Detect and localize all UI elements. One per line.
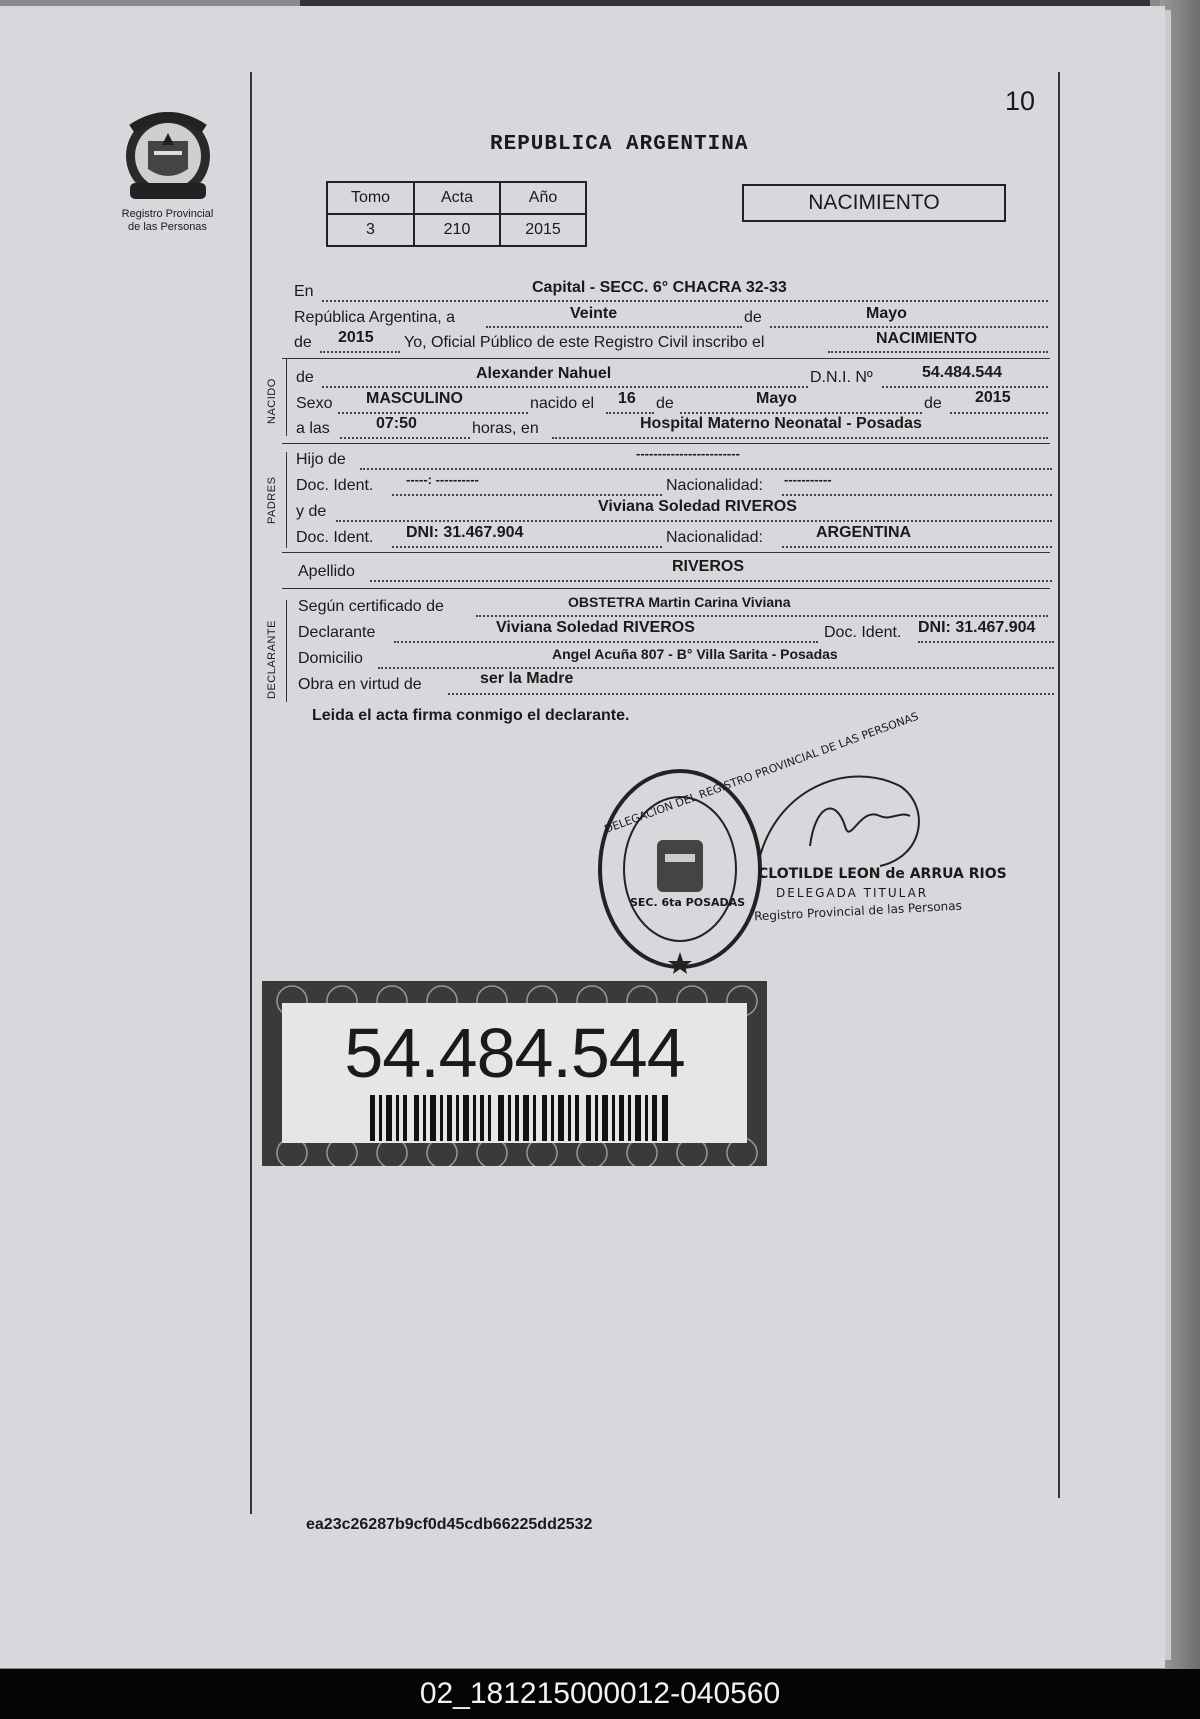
registry-table bbox=[326, 181, 587, 247]
dni-label: D.N.I. Nº bbox=[810, 369, 873, 386]
decl-doc-value: DNI: 31.467.904 bbox=[918, 619, 1036, 636]
decl-value: Viviana Soledad RIVEROS bbox=[496, 619, 695, 636]
padres-side-label: PADRES bbox=[266, 476, 278, 524]
closing-text: Leida el acta firma conmigo el declarante. bbox=[312, 707, 630, 724]
place-value: Capital - SECC. 6° CHACRA 32-33 bbox=[532, 279, 787, 296]
inscribo-value: NACIMIENTO bbox=[876, 330, 978, 347]
dni-number: 54.484.544 bbox=[344, 1014, 685, 1092]
dotted-line bbox=[476, 615, 1048, 617]
dotted-line bbox=[552, 437, 1048, 439]
year-value: 2015 bbox=[338, 329, 374, 346]
footer-id: 02_181215000012-040560 bbox=[419, 1677, 781, 1710]
table-value-anio: 2015 bbox=[500, 214, 586, 246]
obra-label: Obra en virtud de bbox=[298, 676, 422, 693]
yde-label: y de bbox=[296, 503, 327, 520]
apellido-value: RIVEROS bbox=[672, 558, 745, 575]
cert-value: OBSTETRA Martin Carina Viviana bbox=[568, 594, 791, 610]
section-divider bbox=[282, 443, 1050, 444]
nac1-label: Nacionalidad: bbox=[666, 477, 763, 494]
document-type-box: NACIMIENTO bbox=[742, 184, 1006, 222]
dotted-line bbox=[770, 326, 1048, 328]
dotted-line bbox=[338, 412, 528, 414]
obra-value: ser la Madre bbox=[480, 670, 574, 687]
document-hash: ea23c26287b9cf0d45cdb66225dd2532 bbox=[306, 1516, 593, 1533]
dotted-line bbox=[782, 546, 1052, 548]
section-bracket bbox=[286, 600, 287, 702]
doc1-label: Doc. Ident. bbox=[296, 477, 374, 494]
de-label: de bbox=[924, 395, 942, 412]
seal-ring-text: DELEGACION DEL REGISTRO PROVINCIAL DE LAS PERSONAS bbox=[602, 709, 921, 836]
table-value-acta: 210 bbox=[414, 214, 500, 246]
official-org: Registro Provincial de las Personas bbox=[753, 898, 963, 924]
official-signature-icon bbox=[750, 766, 950, 876]
dotted-line bbox=[918, 641, 1054, 643]
sexo-value: MASCULINO bbox=[366, 390, 463, 407]
dotted-line bbox=[782, 494, 1052, 496]
nac2-label: Nacionalidad: bbox=[666, 529, 763, 546]
shield-emblem-icon bbox=[118, 111, 218, 206]
doc2-label: Doc. Ident. bbox=[296, 529, 374, 546]
document-page bbox=[0, 6, 1165, 1668]
section-bracket bbox=[286, 452, 287, 548]
section-bracket bbox=[286, 358, 287, 436]
logo-caption-line2: de las Personas bbox=[128, 221, 207, 233]
de-label: de bbox=[744, 309, 762, 326]
dotted-line bbox=[882, 386, 1048, 388]
logo-caption-line1: Registro Provincial bbox=[121, 208, 214, 220]
decl-doc-label: Doc. Ident. bbox=[824, 624, 902, 641]
section-divider bbox=[282, 358, 1050, 359]
declarante-side-label: DECLARANTE bbox=[266, 620, 278, 699]
birth-time-value: 07:50 bbox=[376, 415, 417, 432]
dotted-line bbox=[392, 494, 662, 496]
child-name-value: Alexander Nahuel bbox=[476, 365, 612, 382]
document-title: REPUBLICA ARGENTINA bbox=[490, 133, 749, 156]
dotted-line bbox=[378, 667, 1054, 669]
de-label: de bbox=[656, 395, 674, 412]
dotted-line bbox=[322, 386, 808, 388]
dotted-line bbox=[680, 412, 922, 414]
de2-label: de bbox=[294, 334, 312, 351]
dni-label-inner bbox=[282, 1003, 747, 1143]
dotted-line bbox=[360, 468, 1052, 470]
dni-label-block bbox=[262, 981, 767, 1166]
dotted-line bbox=[486, 326, 742, 328]
oficial-text: Yo, Oficial Público de este Registro Civil inscribo el bbox=[404, 334, 765, 351]
sexo-label: Sexo bbox=[296, 395, 333, 412]
nac1-value: ----------- bbox=[784, 472, 832, 487]
registry-logo bbox=[105, 111, 230, 234]
logo-caption bbox=[105, 208, 230, 234]
alas-label: a las bbox=[296, 420, 330, 437]
dotted-line bbox=[336, 520, 1052, 522]
table-header-acta: Acta bbox=[414, 182, 500, 214]
dotted-line bbox=[394, 641, 818, 643]
table-value-tomo: 3 bbox=[327, 214, 414, 246]
dotted-line bbox=[828, 351, 1048, 353]
doc1-value: -----: ---------- bbox=[406, 472, 479, 487]
en-label: En bbox=[294, 283, 314, 300]
republica-label: República Argentina, a bbox=[294, 309, 455, 326]
nacido-el-label: nacido el bbox=[530, 395, 595, 412]
horas-label: horas, en bbox=[472, 420, 539, 437]
dotted-line bbox=[340, 437, 470, 439]
seal-inner-text: SEC. 6ta POSADAS bbox=[630, 896, 746, 909]
dotted-line bbox=[320, 351, 400, 353]
birth-day-value: 16 bbox=[618, 390, 636, 407]
dotted-line bbox=[392, 546, 662, 548]
dotted-line bbox=[448, 693, 1054, 695]
section-divider bbox=[282, 552, 1050, 553]
dotted-line bbox=[950, 412, 1048, 414]
dom-value: Angel Acuña 807 - B° Villa Sarita - Posadas bbox=[552, 646, 838, 662]
official-role: DELEGADA TITULAR bbox=[776, 886, 929, 900]
dotted-line bbox=[370, 580, 1052, 582]
doc2-value: DNI: 31.467.904 bbox=[406, 524, 524, 541]
dotted-line bbox=[606, 412, 654, 414]
dom-label: Domicilio bbox=[298, 650, 363, 667]
decl-label: Declarante bbox=[298, 624, 376, 641]
table-header-anio: Año bbox=[500, 182, 586, 214]
page-number: 10 bbox=[1005, 86, 1036, 116]
right-margin-line bbox=[1058, 72, 1060, 1498]
left-margin-line bbox=[250, 72, 252, 1514]
nac2-value: ARGENTINA bbox=[816, 524, 912, 541]
cert-label: Según certificado de bbox=[298, 598, 444, 615]
table-header-tomo: Tomo bbox=[327, 182, 414, 214]
father-value: ------------------------ bbox=[636, 446, 740, 461]
mother-value: Viviana Soledad RIVEROS bbox=[598, 498, 797, 515]
day-value: Veinte bbox=[570, 305, 618, 322]
birth-place-value: Hospital Materno Neonatal - Posadas bbox=[640, 415, 922, 432]
month-value: Mayo bbox=[866, 305, 907, 322]
nacido-side-label: NACIDO bbox=[266, 378, 278, 424]
footer-bar bbox=[0, 1669, 1200, 1719]
barcode-icon bbox=[370, 1095, 670, 1141]
apellido-label: Apellido bbox=[298, 563, 355, 580]
section-divider bbox=[282, 588, 1050, 589]
birth-year-value: 2015 bbox=[975, 389, 1011, 406]
child-dni-value: 54.484.544 bbox=[922, 364, 1003, 381]
hijo-label: Hijo de bbox=[296, 451, 346, 468]
birth-month-value: Mayo bbox=[756, 390, 797, 407]
de-label: de bbox=[296, 369, 314, 386]
dotted-line bbox=[322, 300, 1048, 302]
official-name: CLOTILDE LEON de ARRUA RIOS bbox=[758, 866, 1007, 882]
